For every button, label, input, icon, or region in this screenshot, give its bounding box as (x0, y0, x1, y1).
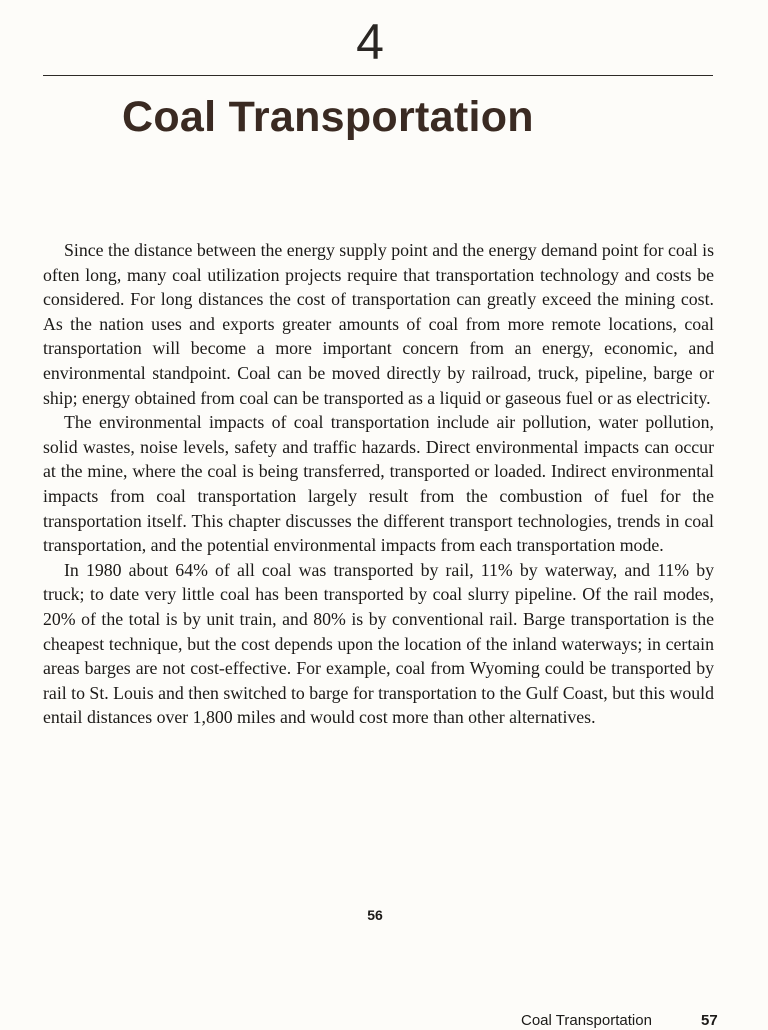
chapter-rule (43, 75, 713, 76)
next-page-number: 57 (701, 1012, 718, 1029)
chapter-title: Coal Transportation (122, 93, 534, 141)
paragraph-2: The environmental impacts of coal transportation include air pollution, water pollution, solid wastes, noise levels, safety and traffic hazards. Direct environmental impacts can occur at the mine, where the coal is being transferred, transported or loaded. Indirect environmental impacts from coal transportation largely result from the combustion of fuel for the transportation itself. This chapter discusses the different transport technologies, trends in coal transportation, and the potential environmental impacts from each transportation mode. (43, 412, 714, 556)
next-page-running-head: Coal Transportation (521, 1012, 652, 1029)
chapter-number: 4 (356, 14, 384, 70)
page-number: 56 (367, 907, 383, 923)
body-text (43, 238, 714, 730)
paragraph-1: Since the distance between the energy supply point and the energy demand point for coal is often long, many coal utilization projects require that transportation technology and costs be considered. For long distances the cost of transportation can greatly exceed the mining cost. As the nation uses and exports greater amounts of coal from more remote locations, coal transportation will become a more important concern from an energy, economic, and environmental standpoint. Coal can be moved directly by railroad, truck, pipeline, barge or ship; energy obtained from coal can be transported as a liquid or gaseous fuel or as electricity. (43, 240, 714, 408)
paragraph-3: In 1980 about 64% of all coal was transported by rail, 11% by waterway, and 11% by truck; to date very little coal has been transported by coal slurry pipeline. Of the rail modes, 20% of the total is by unit train, and 80% is by conventional rail. Barge transportation is the cheapest technique, but the cost depends upon the location of the inland waterways; in certain areas barges are not cost-effective. For example, coal from Wyoming could be transported by rail to St. Louis and then switched to barge for transportation to the Gulf Coast, but this would entail distances over 1,800 miles and would cost more than other alternatives. (43, 559, 714, 728)
